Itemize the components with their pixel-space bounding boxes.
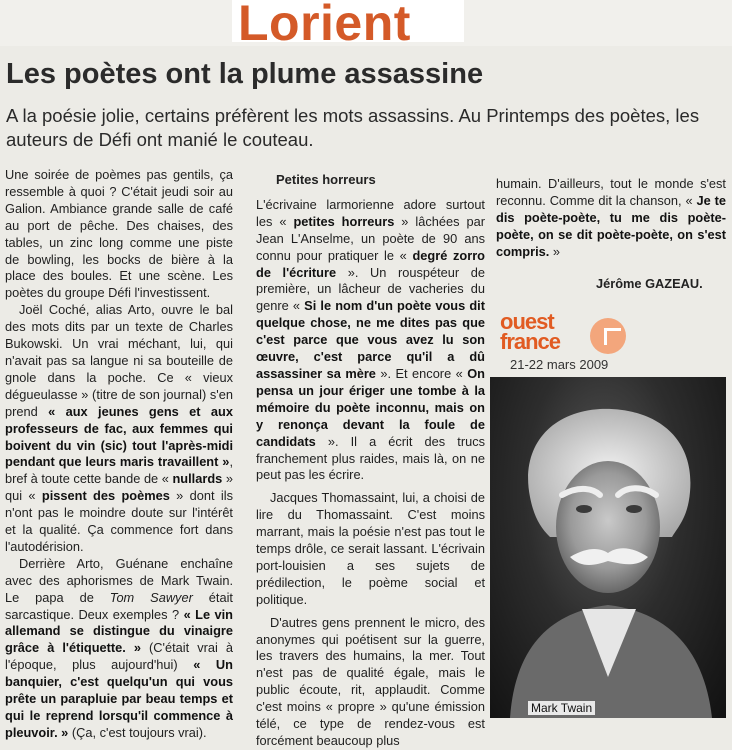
- quote: Si le nom d'un poète vous dit quelque chose, ne me dites pas que c'est parce que vous avez lu son œuvre, c'est parce qu'il a dû assassiner sa mère: [256, 298, 486, 381]
- article-headline: Les poètes ont la plume assassine: [6, 58, 484, 90]
- text: Derrière Arto, Guénane enchaîne avec des aphorismes de Mark Twain. Le papa de: [5, 555, 233, 605]
- column-3: [496, 176, 726, 261]
- text: L'écrivaine larmorienne adore surtout les «: [256, 196, 485, 229]
- photo-caption: Mark Twain: [528, 701, 595, 715]
- eye-right-shape: [626, 505, 642, 513]
- quote: petites horreurs: [293, 213, 395, 229]
- eye-left-shape: [576, 505, 592, 513]
- logo-line: ouest: [500, 309, 554, 334]
- text: , bref à toute cette bande de «: [5, 454, 233, 487]
- book-title: Tom Sawyer: [109, 589, 193, 605]
- logo-line: france: [500, 329, 561, 354]
- paragraph: [5, 302, 233, 556]
- quote: On pensa un jour ériger une tombe à la mémoire du poète inconnu, mais on y renonça devant la foule de candidats: [256, 365, 485, 449]
- text: » lâchées par Jean L'Anselme, un poète de 90 ans connu pour pratiquer le «: [256, 213, 485, 263]
- paragraph: [496, 176, 726, 261]
- text: ». Un rouspéteur de première, un lâcheur de vacheries du genre «: [256, 264, 485, 314]
- text: ». Il a écrit des trucs franchement plus raides, mais là, on ne peut pas les écrire.: [256, 433, 485, 483]
- subheading: Petites horreurs: [276, 172, 376, 187]
- text: (Ça, c'est toujours vrai).: [68, 724, 207, 740]
- paragraph: [256, 197, 485, 484]
- paragraph: [5, 556, 233, 742]
- paragraph: D'autres gens prennent le micro, des anonymes qui poétisent sur la guerre, les travers des humains, la mer. Tout n'est pas de qualité égale, mais le public écoute, rit, applaudit. Comme c'est moins « propre » qu'une émission télé, ce type de rendez-vous est forcément beaucoup plus: [256, 614, 485, 748]
- quote: pissent des poèmes: [41, 488, 170, 504]
- ouest-france-logo: [500, 309, 632, 360]
- portrait-photo: [490, 377, 726, 718]
- text: »: [549, 243, 561, 259]
- text: » dont ils n'ont pas le moindre doute sur l'intérêt et la qualité. Ça commence fort dans l'autodérision.: [5, 488, 233, 554]
- column-1: [5, 167, 233, 742]
- quote: « aux jeunes gens et aux professeurs de fac, aux femmes qui boivent du vin (sic) tout l'après-midi pendant que leurs maris travaillent »: [5, 403, 233, 470]
- author-signature: Jérôme GAZEAU.: [596, 276, 703, 291]
- text: Joël Coché, alias Arto, ouvre le bal des mots dits par un texte de Charles Bukowski. Un vrai méchant, lui, qui n'avait pas sa langue ni sa bouteille de gnole dans la poche. Ce « vieux dégueulasse » (titre de son journal) s'en prend: [5, 302, 233, 419]
- logo-emblem-icon: [590, 318, 626, 354]
- paragraph: Jacques Thomassaint, lui, a choisi de lire du Thomassaint. C'est moins marrant, mais la poésie n'est pas tout le temps drôle, ce serait lassant. L'écrivain port-louisien a ses sujets de prédilection, le poème social et politique.: [256, 490, 485, 607]
- text: » qui «: [5, 471, 233, 504]
- article-lead: A la poésie jolie, certains préfèrent les mots assassins. Au Printemps des poètes, les auteurs de Défi ont manié le couteau.: [6, 105, 700, 150]
- quote: nullards: [172, 471, 223, 487]
- publication-date: 21-22 mars 2009: [510, 357, 609, 372]
- text: ». Et encore «: [375, 365, 468, 381]
- quote: « Le vin allemand se distingue du vinaigre grâce à l'étiquette. »: [5, 606, 233, 656]
- quote: « Un banquier, c'est quelqu'un qui vous prête un parapluie par beau temps et qui le reprend lorsqu'il commence à pleuvoir. »: [5, 657, 233, 740]
- paragraph: Une soirée de poèmes pas gentils, ça ressemble à quoi ? C'était jeudi soir au Galion. Ambiance grande salle de café au port de pêche. Des chaises, des tables, un zinc long comme une piste de bowling, les bocks de bière à la place des boules. Et une scène. Les poètes du groupe Défi l'investissent.: [5, 167, 233, 301]
- text: humain. D'ailleurs, tout le monde s'est reconnu. Comme dit la chanson, «: [496, 176, 726, 208]
- quote: degré zorro de l'écriture: [256, 247, 485, 280]
- text: (C'était vrai à l'époque, plus aujourd'hui): [5, 640, 233, 673]
- text: était sarcastique. Deux exemples ?: [5, 589, 233, 622]
- face-shape: [556, 461, 660, 593]
- city-title: Lorient: [238, 0, 411, 51]
- quote: Je te dis poète-poète, tu me dis poète-poète, on se dit poète-poète, on s'est compris.: [496, 192, 726, 259]
- logo-wordmark: [500, 309, 561, 354]
- column-2: [256, 172, 485, 750]
- portrait-illustration: [490, 377, 726, 718]
